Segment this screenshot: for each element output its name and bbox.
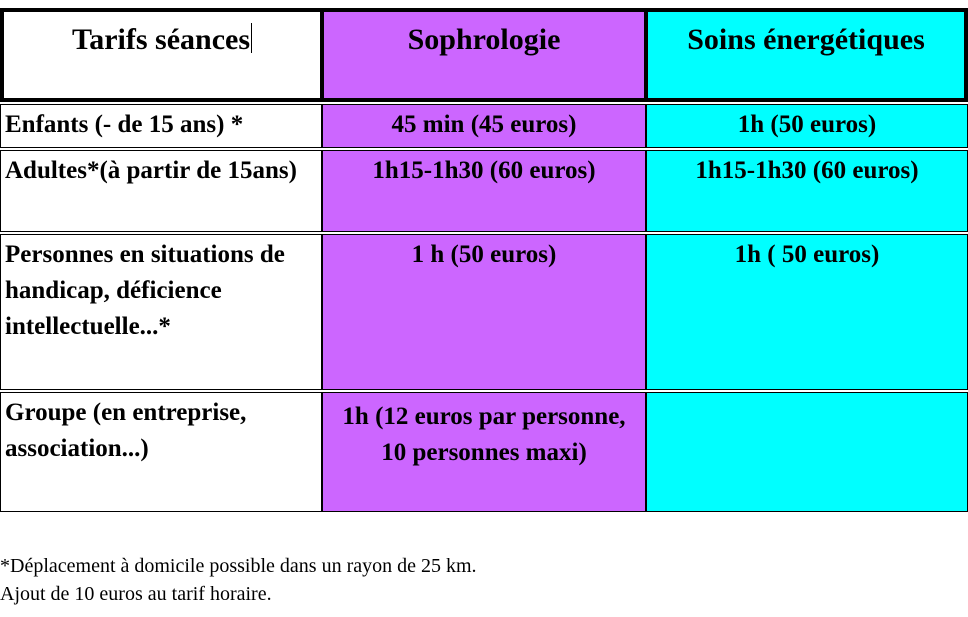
- header-soins-energetiques: Soins énergétiques: [644, 8, 968, 102]
- cell-adultes-sophrologie: 1h15-1h30 (60 euros): [322, 150, 646, 232]
- cell-handicap-soins: 1h ( 50 euros): [646, 234, 968, 390]
- cell-groupe-soins: [646, 392, 968, 512]
- cell-enfants-soins: 1h (50 euros): [646, 104, 968, 148]
- footnote-deplacement: *Déplacement à domicile possible dans un rayon de 25 km.: [0, 555, 477, 577]
- cell-enfants-sophrologie: 45 min (45 euros): [322, 104, 646, 148]
- cell-groupe-sophrologie: 1h (12 euros par personne, 10 personnes maxi): [322, 392, 646, 512]
- header-tarifs-seances: Tarifs séances: [0, 8, 324, 102]
- cell-handicap-sophrologie: 1 h (50 euros): [322, 234, 646, 390]
- cell-adultes-soins: 1h15-1h30 (60 euros): [646, 150, 968, 232]
- row-label-handicap: Personnes en situations de handicap, déficience intellectuelle...*: [0, 234, 322, 390]
- header-sophrologie: Sophrologie: [320, 8, 648, 102]
- footnote-ajout: Ajout de 10 euros au tarif horaire.: [0, 583, 272, 605]
- text-cursor: [251, 23, 252, 53]
- row-label-adultes: Adultes*(à partir de 15ans): [0, 150, 322, 232]
- row-label-groupe: Groupe (en entreprise, association...): [0, 392, 322, 512]
- row-label-enfants: Enfants (- de 15 ans) *: [0, 104, 322, 148]
